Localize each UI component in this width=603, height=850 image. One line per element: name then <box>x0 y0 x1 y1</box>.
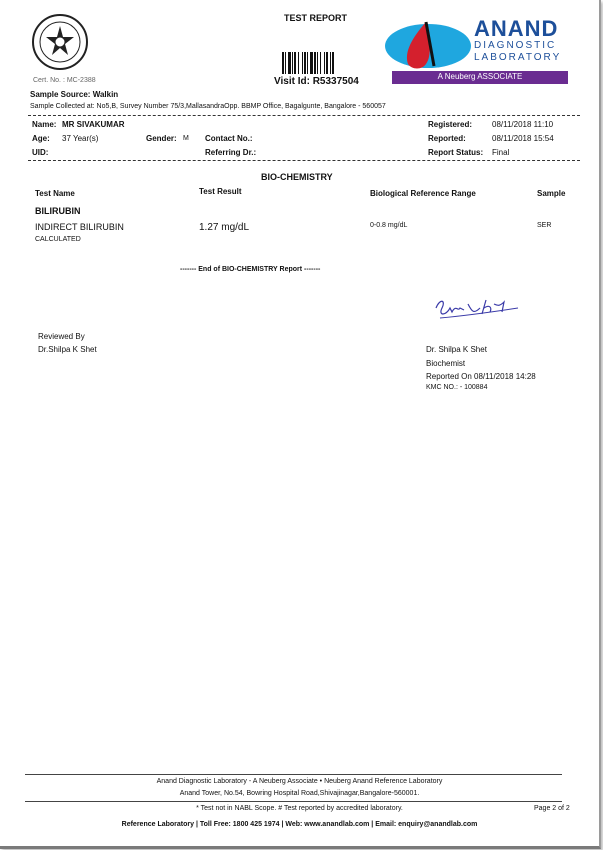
end-of-report: ------- End of BIO-CHEMISTRY Report ------- <box>180 266 321 273</box>
visit-id: Visit Id: R5337504 <box>274 76 359 87</box>
signature <box>432 294 522 324</box>
reviewed-by-label: Reviewed By <box>38 332 85 341</box>
report-title: TEST REPORT <box>284 13 348 23</box>
patient-age: 37 Year(s) <box>62 134 99 143</box>
footer-divider-2 <box>25 801 562 802</box>
patient-name: MR SIVAKUMAR <box>62 120 125 129</box>
brand-logo <box>382 16 578 86</box>
footer-divider <box>25 774 562 775</box>
test-result: 1.27 mg/dL <box>199 222 250 233</box>
reviewer-name: Dr.Shilpa K Shet <box>38 345 97 354</box>
reported-date: 08/11/2018 15:54 <box>492 134 554 143</box>
reported-label: Reported: <box>428 134 466 143</box>
test-method: CALCULATED <box>35 236 81 243</box>
sample-type: SER <box>537 222 552 229</box>
reported-on: Reported On 08/11/2018 14:28 <box>426 372 536 381</box>
age-label: Age: <box>32 134 50 143</box>
footer-line-2: Anand Tower, No.54, Bowring Hospital Road,Shivajinagar,Bangalore-560001. <box>179 790 420 797</box>
brand-tagline: A Neuberg ASSOCIATE <box>437 72 523 81</box>
report-status-label: Report Status: <box>428 148 484 157</box>
doctor-name: Dr. Shilpa K Shet <box>426 345 487 354</box>
name-label: Name: <box>32 120 57 129</box>
footer-line-4: Reference Laboratory | Toll Free: 1800 425 1974 | Web: www.anandlab.com | Email: enquiry@anandlab.com <box>121 821 478 828</box>
brand-subline-1: DIAGNOSTIC <box>474 40 557 51</box>
doctor-designation: Biochemist <box>426 359 466 368</box>
report-status: Final <box>492 148 510 157</box>
kmc-number: KMC NO.: - 100884 <box>426 384 488 391</box>
section-title: BIO-CHEMISTRY <box>261 172 333 182</box>
brand-subline-2: LABORATORY <box>474 52 562 63</box>
test-name: INDIRECT BILIRUBIN <box>35 222 124 232</box>
footer-line-3: * Test not in NABL Scope. # Test reported by accredited laboratory. <box>196 805 403 812</box>
col-test-name: Test Name <box>35 189 75 198</box>
footer-line-1: Anand Diagnostic Laboratory - A Neuberg Associate • Neuberg Anand Reference Laboratory <box>156 778 443 785</box>
divider-top <box>28 115 580 116</box>
contact-label: Contact No.: <box>205 134 253 143</box>
reference-range: 0-0.8 mg/dL <box>370 222 408 229</box>
sample-source: Sample Source: Walkin <box>30 90 119 99</box>
uid-label: UID: <box>32 148 49 157</box>
test-group: BILIRUBIN <box>35 206 81 216</box>
certification-logo <box>31 13 89 71</box>
page-number: Page 2 of 2 <box>534 805 570 812</box>
gender-label: Gender: <box>146 134 177 143</box>
col-reference-range: Biological Reference Range <box>370 189 476 198</box>
registered-date: 08/11/2018 11:10 <box>492 120 554 129</box>
barcode <box>282 52 352 74</box>
divider-bottom <box>28 160 580 161</box>
sample-collected-at: Sample Collected at: No5,B, Survey Number 75/3,MallasandraOpp. BBMP Office, Bagalgunte, Bangalore - 560057 <box>30 103 386 110</box>
patient-gender: M <box>183 135 189 142</box>
brand-tagline-bar <box>392 71 568 84</box>
registered-label: Registered: <box>428 120 473 129</box>
referring-label: Referring Dr.: <box>205 148 257 157</box>
cert-number: Cert. No. : MC-2388 <box>33 77 96 84</box>
col-test-result: Test Result <box>199 187 242 196</box>
brand-name: ANAND <box>474 16 559 41</box>
col-sample: Sample <box>537 189 566 198</box>
